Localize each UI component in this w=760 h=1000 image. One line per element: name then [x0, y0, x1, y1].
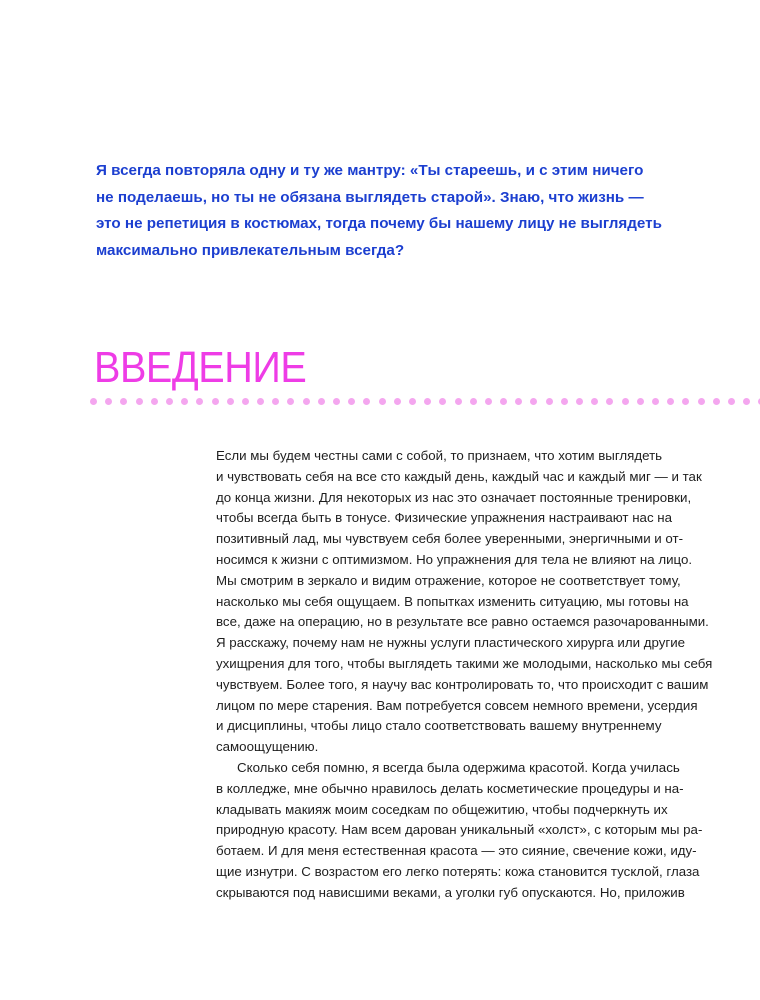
- divider-dot: [424, 398, 431, 405]
- divider-dot: [713, 398, 720, 405]
- divider-dot: [363, 398, 370, 405]
- body-line: Я расскажу, почему нам не нужны услуги пластического хирурга или другие: [216, 635, 686, 651]
- divider-dot: [622, 398, 629, 405]
- body-line: и дисциплины, чтобы лицо стало соответствовать вашему внутреннему: [216, 718, 662, 734]
- divider-dot: [105, 398, 112, 405]
- divider-dot: [181, 398, 188, 405]
- dotted-divider: [90, 398, 760, 408]
- body-line: позитивный лад, мы чувствуем себя более уверенными, энергичными и от-: [216, 531, 684, 547]
- divider-dot: [318, 398, 325, 405]
- divider-dot: [136, 398, 143, 405]
- divider-dot: [409, 398, 416, 405]
- body-line: самоощущению.: [216, 739, 319, 755]
- body-line: скрываются под нависшими веками, а уголки губ опускаются. Но, приложив: [216, 884, 685, 900]
- divider-dot: [242, 398, 249, 405]
- body-line: носимся к жизни с оптимизмом. Но упражнения для тела не влияют на лицо.: [216, 551, 693, 567]
- divider-dot: [500, 398, 507, 405]
- body-text: [216, 446, 713, 904]
- body-line: все, даже на операцию, но в результате все равно остаемся разочарованными.: [216, 614, 709, 630]
- divider-dot: [637, 398, 644, 405]
- divider-dot: [151, 398, 158, 405]
- divider-dot: [698, 398, 705, 405]
- body-line: насколько мы себя ощущаем. В попытках изменить ситуацию, мы готовы на: [216, 593, 689, 609]
- divider-dot: [272, 398, 279, 405]
- divider-dot: [303, 398, 310, 405]
- divider-dot: [485, 398, 492, 405]
- divider-dot: [682, 398, 689, 405]
- epigraph-line: не поделаешь, но ты не обязана выглядеть старой». Знаю, что жизнь —: [96, 188, 644, 206]
- divider-dot: [561, 398, 568, 405]
- divider-dot: [728, 398, 735, 405]
- divider-dot: [515, 398, 522, 405]
- divider-dot: [652, 398, 659, 405]
- divider-dot: [120, 398, 127, 405]
- divider-dot: [333, 398, 340, 405]
- divider-dot: [439, 398, 446, 405]
- body-line: до конца жизни. Для некоторых из нас это означает постоянные тренировки,: [216, 489, 692, 505]
- divider-dot: [606, 398, 613, 405]
- body-line: природную красоту. Нам всем дарован уникальный «холст», с которым мы ра-: [216, 822, 703, 838]
- paragraph-1: [216, 446, 713, 758]
- body-line: Сколько себя помню, я всегда была одержима красотой. Когда училась: [237, 759, 680, 775]
- divider-dot: [546, 398, 553, 405]
- body-line: Мы смотрим в зеркало и видим отражение, которое не соответствует тому,: [216, 572, 681, 588]
- divider-dot: [394, 398, 401, 405]
- epigraph-quote: [96, 158, 716, 264]
- body-line: щие изнутри. С возрастом его легко потерять: кожа становится тусклой, глаза: [216, 863, 700, 879]
- epigraph-line: Я всегда повторяла одну и ту же мантру: «Ты стареешь, и с этим ничего: [96, 162, 644, 179]
- section-title: ВВЕДЕНИЕ: [94, 343, 307, 392]
- divider-dot: [667, 398, 674, 405]
- body-line: ухищрения для того, чтобы выглядеть такими же молодыми, насколько мы себя: [216, 655, 713, 671]
- paragraph-2: [216, 758, 703, 904]
- body-line: ботаем. И для меня естественная красота — это сияние, свечение кожи, иду-: [216, 843, 697, 859]
- body-line: в колледже, мне обычно нравилось делать косметические процедуры и на-: [216, 780, 684, 796]
- divider-dot: [743, 398, 750, 405]
- body-line: кладывать макияж моим соседкам по общежитию, чтобы подчеркнуть их: [216, 801, 668, 817]
- divider-dot: [287, 398, 294, 405]
- divider-dot: [591, 398, 598, 405]
- divider-dot: [166, 398, 173, 405]
- body-line: чувствуем. Более того, я научу вас контролировать то, что происходит с вашим: [216, 676, 709, 692]
- divider-dot: [90, 398, 97, 405]
- epigraph-line: максимально привлекательным всегда?: [96, 241, 405, 259]
- divider-dot: [379, 398, 386, 405]
- divider-dot: [576, 398, 583, 405]
- divider-dot: [530, 398, 537, 405]
- divider-dot: [470, 398, 477, 405]
- divider-dot: [348, 398, 355, 405]
- body-line: Если мы будем честны сами с собой, то признаем, что хотим выглядеть: [216, 448, 663, 463]
- body-line: чтобы всегда быть в тонусе. Физические упражнения настраивают нас на: [216, 510, 673, 526]
- body-line: и чувствовать себя на все сто каждый день, каждый час и каждый миг — и так: [216, 468, 702, 484]
- divider-dot: [227, 398, 234, 405]
- epigraph-line: это не репетиция в костюмах, тогда почему бы нашему лицу не выглядеть: [96, 215, 662, 232]
- divider-dot: [212, 398, 219, 405]
- divider-dot: [196, 398, 203, 405]
- divider-dot: [257, 398, 264, 405]
- body-line: лицом по мере старения. Вам потребуется совсем немного времени, усердия: [216, 697, 698, 713]
- divider-dot: [455, 398, 462, 405]
